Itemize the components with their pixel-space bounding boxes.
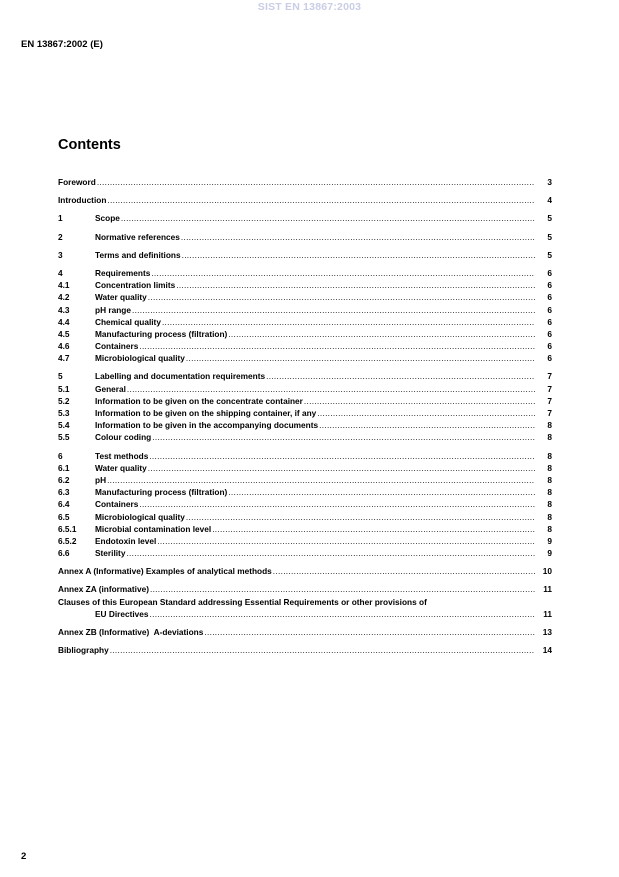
toc-entry-terms-and-definitions[interactable]	[58, 249, 552, 261]
toc-entry-title: Test methods	[95, 450, 149, 461]
toc-entry-eu-directives[interactable]	[58, 608, 552, 620]
toc-entry-number: 6.4	[58, 499, 70, 510]
leader-dots	[152, 431, 535, 443]
toc-entry-manufacturing-process[interactable]	[58, 328, 552, 340]
toc-entry-number: 5.4	[58, 420, 70, 431]
table-of-contents	[58, 176, 552, 656]
toc-entry-number: 6.5	[58, 511, 70, 522]
leader-dots	[212, 523, 535, 535]
leader-dots	[110, 644, 535, 656]
leader-dots	[181, 231, 535, 243]
toc-entry-page: 7	[547, 395, 552, 406]
leader-dots	[132, 304, 535, 316]
toc-entry-title: Annex ZA (informative)	[58, 584, 149, 595]
toc-entry-title: Colour coding	[95, 432, 152, 443]
leader-dots	[127, 383, 535, 395]
toc-entry-number: 4.7	[58, 353, 70, 364]
document-id: EN 13867:2002 (E)	[21, 39, 103, 50]
toc-entry-page: 14	[542, 645, 552, 656]
toc-entry-title: pH	[95, 474, 107, 485]
toc-entry-title: pH range	[95, 304, 131, 315]
toc-entry-number: 5	[58, 371, 63, 382]
leader-dots	[149, 450, 535, 462]
toc-entry-water-quality-test[interactable]	[58, 462, 552, 474]
leader-dots	[182, 249, 535, 261]
page-number: 2	[21, 851, 27, 862]
leader-dots	[204, 626, 535, 638]
toc-entry-number: 3	[58, 249, 63, 260]
toc-entry-page: 13	[542, 627, 552, 638]
toc-entry-page: 10	[542, 566, 552, 577]
toc-entry-page: 6	[547, 341, 552, 352]
toc-entry-colour-coding[interactable]	[58, 431, 552, 443]
toc-entry-number: 6	[58, 450, 63, 461]
toc-entry-title: Foreword	[58, 177, 96, 187]
toc-entry-title: Containers	[95, 499, 139, 510]
toc-entry-number: 4.2	[58, 292, 70, 303]
leader-dots	[151, 267, 535, 279]
toc-entry-endotoxin-level[interactable]	[58, 535, 552, 547]
toc-entry-number: 4.4	[58, 316, 70, 327]
toc-entry-title: EU Directives	[95, 608, 149, 619]
toc-entry-page: 8	[547, 432, 552, 443]
toc-entry-page: 5	[547, 213, 552, 224]
leader-dots	[107, 194, 535, 206]
toc-entry-ph[interactable]	[58, 474, 552, 486]
toc-entry-requirements[interactable]	[58, 267, 552, 279]
toc-entry-containers-test[interactable]	[58, 498, 552, 510]
toc-entry-normative-references[interactable]	[58, 231, 552, 243]
toc-entry-title: Labelling and documentation requirements	[95, 371, 266, 382]
toc-entry-title: Information to be given on the shipping container, if any	[95, 408, 317, 418]
toc-entry-page: 5	[547, 249, 552, 260]
toc-entry-page: 11	[543, 608, 552, 619]
toc-entry-water-quality[interactable]	[58, 291, 552, 303]
toc-entry-page: 8	[547, 420, 552, 431]
toc-entry-title: Concentration limits	[95, 280, 176, 291]
toc-entry-concentrate-container[interactable]	[58, 395, 552, 407]
leader-dots	[148, 291, 535, 303]
leader-dots	[121, 212, 535, 224]
toc-entry-foreword[interactable]	[58, 176, 552, 188]
toc-entry-page: 8	[547, 499, 552, 510]
leader-dots	[319, 419, 535, 431]
toc-entry-page: 8	[547, 462, 552, 473]
toc-entry-number: 5.5	[58, 432, 70, 443]
toc-entry-page: 8	[547, 487, 552, 498]
toc-entry-number: 4.6	[58, 341, 70, 352]
toc-entry-annex-za[interactable]	[58, 583, 552, 595]
toc-entry-microbiological-quality[interactable]	[58, 352, 552, 364]
leader-dots	[126, 547, 535, 559]
toc-entry-page: 6	[547, 267, 552, 278]
toc-entry-number: 5.1	[58, 383, 70, 394]
leader-dots	[139, 340, 535, 352]
toc-entry-microbial-contamination[interactable]	[58, 523, 552, 535]
toc-entry-title: Manufacturing process (filtration)	[95, 328, 228, 339]
leader-dots	[139, 498, 535, 510]
toc-entry-page: 6	[547, 304, 552, 315]
toc-entry-title: Information to be given on the concentrate container	[95, 395, 303, 406]
toc-entry-title: Endotoxin level	[95, 535, 157, 546]
leader-dots	[162, 316, 535, 328]
toc-entry-sterility[interactable]	[58, 547, 552, 559]
toc-entry-title: Water quality	[95, 292, 147, 303]
toc-entry-title: Bibliography	[58, 645, 109, 656]
contents-title: Contents	[58, 137, 121, 153]
toc-entry-number: 6.6	[58, 548, 70, 559]
toc-entry-page: 11	[543, 584, 552, 595]
toc-entry-bibliography[interactable]	[58, 644, 552, 656]
toc-entry-page: 6	[547, 280, 552, 291]
toc-entry-title: Information to be given in the accompanying documents	[95, 420, 319, 431]
toc-entry-title: Manufacturing process (filtration)	[95, 487, 228, 498]
toc-entry-page: 8	[547, 523, 552, 534]
toc-entry-number: 5.2	[58, 395, 70, 406]
toc-entry-title: Clauses of this European Standard addressing Essential Requirements or other provisions of	[58, 596, 427, 607]
toc-entry-title: Microbiological quality	[95, 511, 185, 522]
toc-entry-title: Water quality	[95, 462, 147, 473]
leader-dots	[228, 486, 535, 498]
toc-entry-number: 4.5	[58, 328, 70, 339]
toc-entry-labelling[interactable]	[58, 370, 552, 382]
leader-dots	[97, 176, 535, 188]
toc-entry-page: 6	[547, 328, 552, 339]
toc-entry-title: Normative references	[95, 231, 180, 242]
toc-entry-number: 4	[58, 267, 63, 278]
toc-entry-manufacturing-process-test[interactable]	[58, 486, 552, 498]
toc-entry-number: 6.5.2	[58, 535, 77, 546]
toc-entry-annex-a[interactable]	[58, 565, 552, 577]
toc-entry-chemical-quality[interactable]	[58, 316, 552, 328]
toc-entry-annex-zb[interactable]	[58, 626, 552, 638]
toc-entry-page: 6	[547, 316, 552, 327]
toc-entry-title: Terms and definitions	[95, 249, 181, 260]
toc-entry-page: 6	[547, 292, 552, 303]
toc-entry-title: Chemical quality	[95, 316, 161, 327]
toc-entry-page: 7	[547, 408, 552, 418]
toc-entry-accompanying-documents[interactable]	[58, 419, 552, 431]
leader-dots	[186, 352, 535, 364]
leader-dots	[150, 583, 535, 595]
toc-entry-concentration-limits[interactable]	[58, 279, 552, 291]
toc-entry-title: General	[95, 383, 126, 394]
toc-entry-number: 6.3	[58, 487, 70, 498]
toc-entry-title: Microbiological quality	[95, 353, 185, 364]
toc-entry-shipping-container[interactable]	[58, 407, 552, 419]
toc-entry-number: 2	[58, 231, 63, 242]
toc-entry-page: 7	[547, 383, 552, 394]
toc-entry-number: 6.2	[58, 474, 70, 485]
toc-entry-page: 3	[547, 177, 552, 187]
toc-entry-number: 4.1	[58, 280, 70, 291]
toc-entry-page: 6	[547, 353, 552, 364]
toc-entry-page: 8	[547, 474, 552, 485]
toc-entry-title: Containers	[95, 341, 139, 352]
toc-entry-scope[interactable]	[58, 212, 552, 224]
leader-dots	[317, 407, 535, 419]
toc-entry-test-methods[interactable]	[58, 450, 552, 462]
leader-dots	[157, 535, 535, 547]
toc-entry-clauses-line[interactable]	[58, 596, 552, 608]
toc-entry-number: 1	[58, 213, 63, 224]
toc-entry-general[interactable]	[58, 383, 552, 395]
toc-entry-microbiological-quality-test[interactable]	[58, 511, 552, 523]
leader-dots	[228, 328, 535, 340]
toc-entry-title: Microbial contamination level	[95, 523, 212, 534]
leader-dots	[266, 370, 535, 382]
toc-entry-page: 7	[547, 371, 552, 382]
toc-entry-title: Introduction	[58, 195, 107, 206]
leader-dots	[176, 279, 535, 291]
leader-dots	[304, 395, 535, 407]
toc-entry-page: 9	[547, 535, 552, 546]
toc-entry-page: 4	[547, 195, 552, 206]
toc-entry-number: 4.3	[58, 304, 70, 315]
toc-entry-page: 5	[547, 231, 552, 242]
leader-dots	[148, 462, 535, 474]
toc-entry-page: 8	[547, 511, 552, 522]
toc-entry-ph-range[interactable]	[58, 304, 552, 316]
leader-dots	[273, 565, 535, 577]
toc-entry-number: 6.5.1	[58, 523, 77, 534]
toc-entry-number: 5.3	[58, 408, 70, 418]
toc-entry-number: 6.1	[58, 462, 70, 473]
leader-dots	[107, 474, 535, 486]
toc-entry-page: 9	[547, 548, 552, 559]
toc-entry-introduction[interactable]	[58, 194, 552, 206]
toc-entry-title: Scope	[95, 213, 120, 224]
toc-entry-title: Annex A (Informative) Examples of analytical methods	[58, 566, 272, 577]
leader-dots	[186, 511, 535, 523]
watermark: SIST EN 13867:2003	[257, 1, 362, 13]
toc-entry-page: 8	[547, 450, 552, 461]
toc-entry-title: Requirements	[95, 267, 151, 278]
toc-entry-title: Annex ZB (Informative) A-deviations	[58, 627, 204, 638]
toc-entry-containers[interactable]	[58, 340, 552, 352]
toc-entry-title: Sterility	[95, 548, 126, 559]
leader-dots	[150, 608, 536, 620]
